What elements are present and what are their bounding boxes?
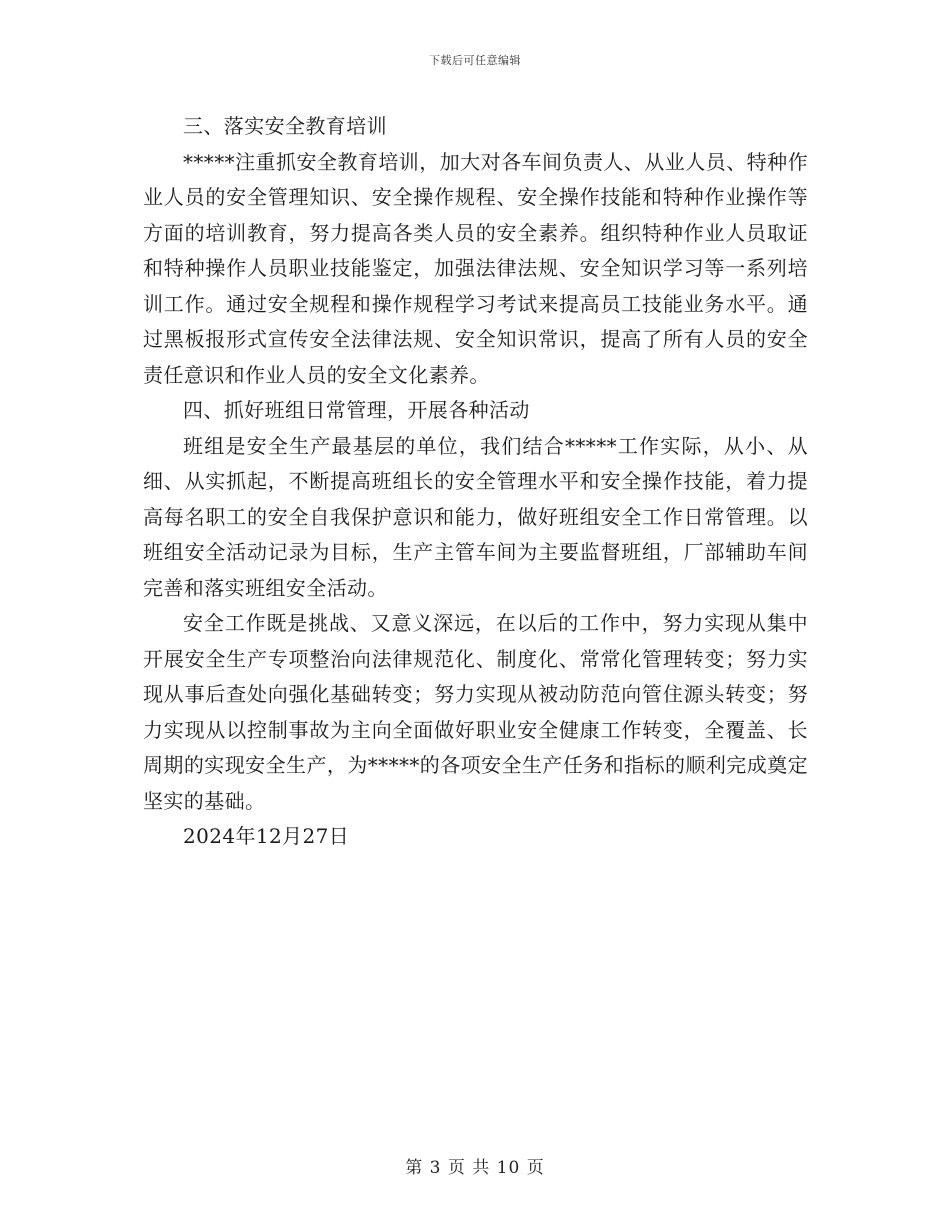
conclusion-paragraph: 安全工作既是挑战、又意义深远，在以后的工作中，努力实现从集中开展安全生产专项整治向法律规范化、制度化、常常化管理转变；努力实现从事后查处向强化基础转变；努力实现从被动防范向管住源头转变；努力实现从以控制事故为主向全面做好职业安全健康工作转变，全覆盖、长周期的实现安全生产，为*****的各项安全生产任务和指标的顺利完成奠定坚实的基础。 xyxy=(143,611,808,813)
page-header: 下载后可任意编辑 xyxy=(429,54,521,67)
section-heading-3: 三、落实安全教育培训 xyxy=(183,114,387,138)
section-heading-4: 四、抓好班组日常管理，开展各种活动 xyxy=(183,398,530,422)
section-paragraph-3: *****注重抓安全教育培训，加大对各车间负责人、从业人员、特种作业人员的安全管理知识、安全操作规程、安全操作技能和特种作业操作等方面的培训教育，努力提高各类人员的安全素养。组织特种作业人员取证和特种操作人员职业技能鉴定，加强法律法规、安全知识学习等一系列培训工作。通过安全规程和操作规程学习考试来提高员工技能业务水平。通过黑板报形式宣传安全法律法规、安全知识常识，提高了所有人员的安全责任意识和作业人员的安全文化素养。 xyxy=(143,149,808,387)
page-number: 第 3 页 共 10 页 xyxy=(405,1158,545,1178)
document-date: 2024年12月27日 xyxy=(183,824,350,848)
section-paragraph-4: 班组是安全生产最基层的单位，我们结合*****工作实际，从小、从细、从实抓起，不断提高班组长的安全管理水平和安全操作技能，着力提高每名职工的安全自我保护意识和能力，做好班组安全工作日常管理。以班组安全活动记录为目标，生产主管车间为主要监督班组，厂部辅助车间完善和落实班组安全活动。 xyxy=(143,433,808,600)
document-body xyxy=(143,109,808,855)
